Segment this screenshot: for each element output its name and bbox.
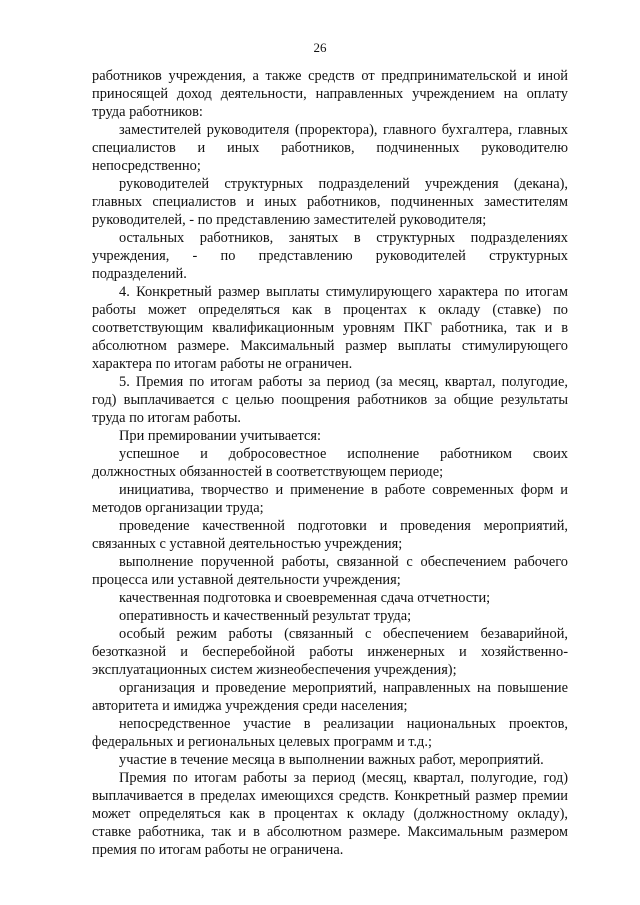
paragraph-criterion-duties: успешное и добросовестное исполнение работником своих должностных обязанностей в соответствующем периоде;: [92, 446, 568, 480]
paragraph-criterion-national-projects: непосредственное участие в реализации национальных проектов, федеральных и региональных целевых программ и т.д.;: [92, 716, 568, 750]
paragraph-deputies: заместителей руководителя (проректора), главного бухгалтера, главных специалистов и иных работников, подчиненных руководителю непосредственно;: [92, 122, 568, 174]
paragraph-department-heads: руководителей структурных подразделений учреждения (декана), главных специалистов и иных работников, подчиненных заместителям руководителей, - по представлению заместителей руководителя;: [92, 176, 568, 228]
paragraph-criterion-reputation: организация и проведение мероприятий, направленных на повышение авторитета и имиджа учреждения среди населения;: [92, 680, 568, 714]
paragraph-criterion-efficiency: оперативность и качественный результат труда;: [119, 608, 412, 624]
paragraph-bonus-payment: Премия по итогам работы за период (месяц, квартал, полугодие, год) выплачивается в пределах имеющихся средств. Конкретный размер премии может определяться как в процентах к окладу (должностному окладу), ставке работника, так и в абсолютном размере. Максимальным размером премия по итогам работы не ограничена.: [92, 770, 568, 858]
paragraph-other-employees: остальных работников, занятых в структурных подразделениях учреждения, - по представлению руководителей структурных подразделений.: [92, 230, 568, 282]
paragraph-criterion-reporting: качественная подготовка и своевременная сдача отчетности;: [119, 590, 491, 606]
paragraph-criterion-important-work: участие в течение месяца в выполнении важных работ, мероприятий.: [119, 752, 544, 768]
paragraph-funding-sources: работников учреждения, а также средств от предпринимательской и иной приносящей доход деятельности, направленных учреждением на оплату труда работников:: [92, 68, 568, 120]
paragraph-criterion-initiative: инициатива, творчество и применение в работе современных форм и методов организации труда;: [92, 482, 568, 516]
paragraph-item-4: 4. Конкретный размер выплаты стимулирующего характера по итогам работы может определяться как в процентах к окладу (ставке) по соответствующим квалификационным уровням ПКГ работника, так и в абсолютном размере. Максимальный размер выплаты стимулирующего характера по итогам работы не ограничен.: [92, 284, 568, 372]
paragraph-bonus-criteria-intro: При премировании учитывается:: [119, 428, 322, 444]
paragraph-criterion-events: проведение качественной подготовки и проведения мероприятий, связанных с уставной деятельностью учреждения;: [92, 518, 568, 552]
paragraph-item-5: 5. Премия по итогам работы за период (за месяц, квартал, полугодие, год) выплачивается с целью поощрения работников за общие результаты труда по итогам работы.: [92, 374, 568, 426]
page-number: 26: [313, 40, 327, 55]
paragraph-criterion-assigned-work: выполнение порученной работы, связанной с обеспечением рабочего процесса или уставной деятельности учреждения;: [92, 554, 568, 588]
document-body: [92, 67, 568, 859]
paragraph-criterion-special-mode: особый режим работы (связанный с обеспечением безаварийной, безотказной и бесперебойной работы инженерных и хозяйственно-эксплуатационных систем жизнеобеспечения учреждения);: [92, 626, 568, 678]
